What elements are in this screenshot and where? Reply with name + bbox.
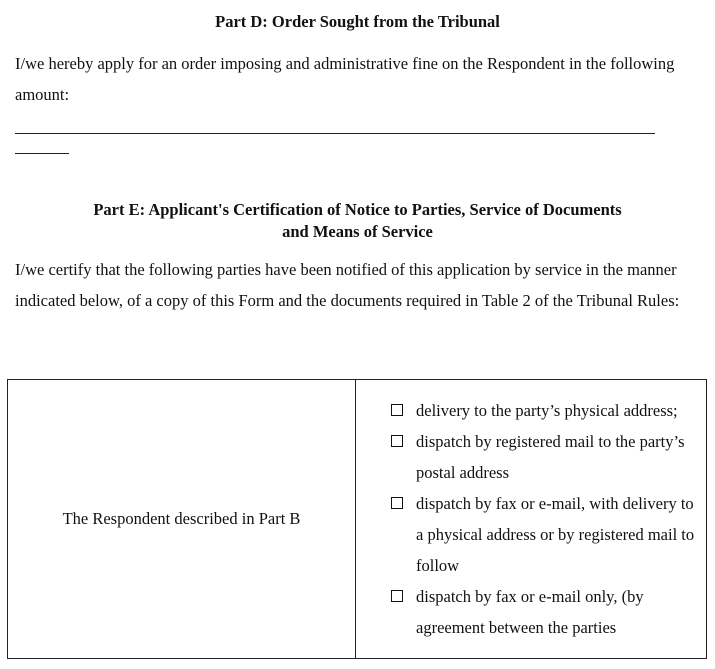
respondent-cell bbox=[8, 380, 356, 659]
amount-line[interactable] bbox=[15, 133, 655, 134]
checkbox-fax-email-only[interactable] bbox=[391, 590, 403, 602]
part-d-text: I/we hereby apply for an order imposing and administrative fine on the Respondent in the following amount: bbox=[15, 54, 675, 104]
option-label: dispatch by fax or e-mail, with delivery to a physical address or by registered mail to follow bbox=[416, 494, 695, 575]
service-options-cell bbox=[356, 380, 707, 659]
part-e-heading-line-1: Part E: Applicant's Certification of Notice to Parties, Service of Documents bbox=[93, 200, 622, 219]
checkbox-physical-delivery[interactable] bbox=[391, 404, 403, 416]
part-d-heading: Part D: Order Sought from the Tribunal bbox=[215, 12, 500, 31]
service-option-fax-email-with-follow-up bbox=[356, 488, 706, 581]
table-row bbox=[8, 380, 707, 659]
service-table bbox=[7, 379, 707, 659]
service-option-fax-email-only bbox=[356, 581, 706, 643]
option-label: dispatch by fax or e-mail only, (by agreement between the parties bbox=[416, 587, 644, 637]
service-option-registered-mail bbox=[356, 426, 706, 488]
respondent-label: The Respondent described in Part B bbox=[62, 509, 301, 528]
checkbox-fax-email-with-follow-up[interactable] bbox=[391, 497, 403, 509]
part-e-text: I/we certify that the following parties have been notified of this application by service in the manner indicated below, of a copy of this Form and the documents required in Table 2 of the Tribunal Rules: bbox=[15, 260, 680, 310]
part-e-heading-line-2: and Means of Service bbox=[282, 222, 433, 241]
service-option-physical-delivery bbox=[356, 395, 706, 426]
amount-line-continuation[interactable] bbox=[15, 153, 69, 154]
part-e-heading bbox=[0, 199, 715, 243]
option-label: dispatch by registered mail to the party’s postal address bbox=[416, 432, 685, 482]
option-label: delivery to the party’s physical address; bbox=[416, 401, 678, 420]
checkbox-registered-mail[interactable] bbox=[391, 435, 403, 447]
